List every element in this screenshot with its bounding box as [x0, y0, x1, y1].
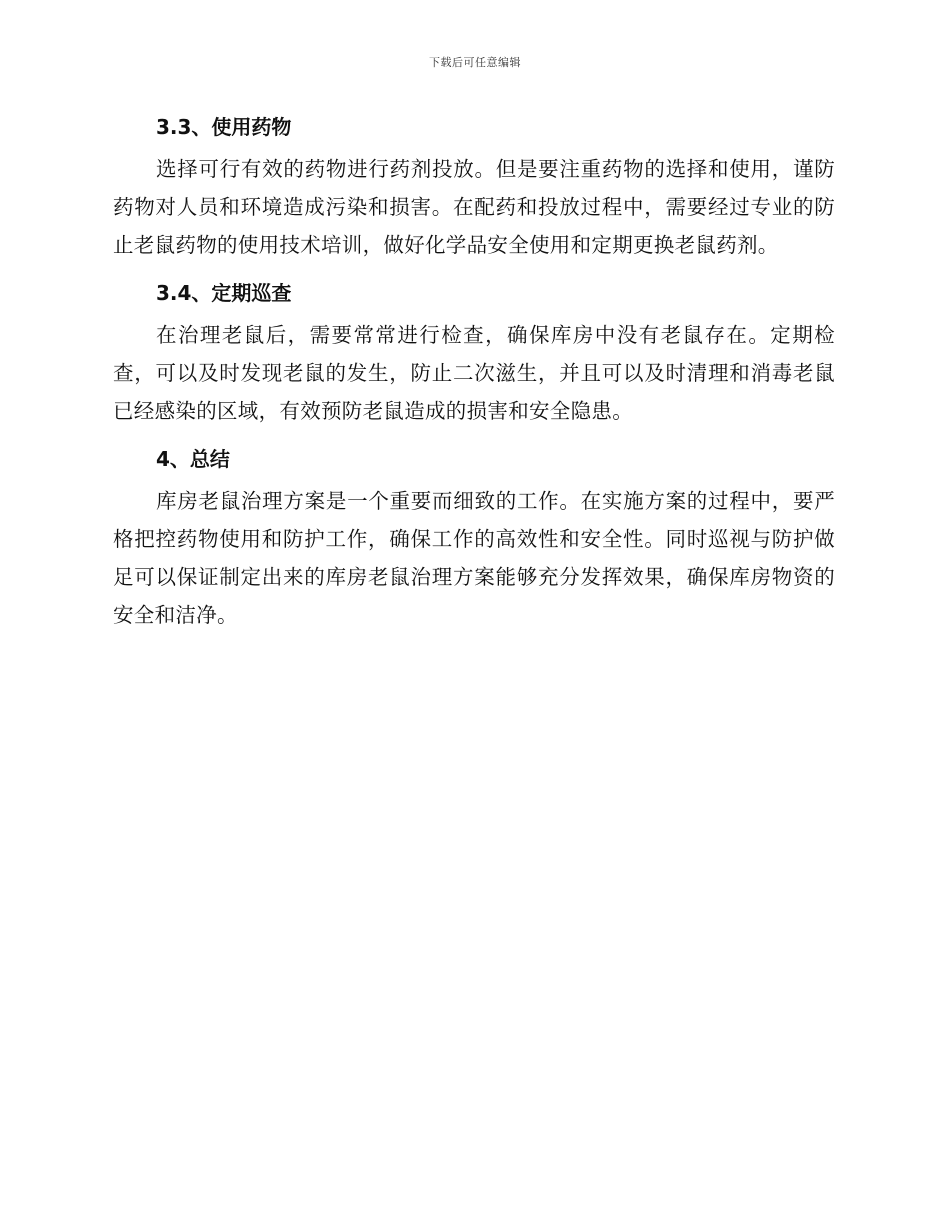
document-body [113, 112, 835, 648]
section-heading: 3.3、使用药物 [156, 115, 292, 139]
section-4 [113, 444, 835, 634]
section-3-4 [113, 278, 835, 430]
page-header: 下载后可任意编辑 [429, 56, 521, 69]
section-heading: 3.4、定期巡查 [156, 281, 292, 305]
section-paragraph: 在治理老鼠后，需要常常进行检查，确保库房中没有老鼠存在。定期检查，可以及时发现老鼠的发生，防止二次滋生，并且可以及时清理和消毒老鼠已经感染的区域，有效预防老鼠造成的损害和安全隐患。 [113, 323, 835, 423]
section-heading: 4、总结 [156, 447, 230, 471]
section-3-3 [113, 112, 835, 264]
section-paragraph: 选择可行有效的药物进行药剂投放。但是要注重药物的选择和使用，谨防药物对人员和环境造成污染和损害。在配药和投放过程中，需要经过专业的防止老鼠药物的使用技术培训，做好化学品安全使用和定期更换老鼠药剂。 [113, 157, 835, 257]
section-paragraph: 库房老鼠治理方案是一个重要而细致的工作。在实施方案的过程中，要严格把控药物使用和防护工作，确保工作的高效性和安全性。同时巡视与防护做足可以保证制定出来的库房老鼠治理方案能够充分发挥效果，确保库房物资的安全和洁净。 [113, 489, 835, 627]
